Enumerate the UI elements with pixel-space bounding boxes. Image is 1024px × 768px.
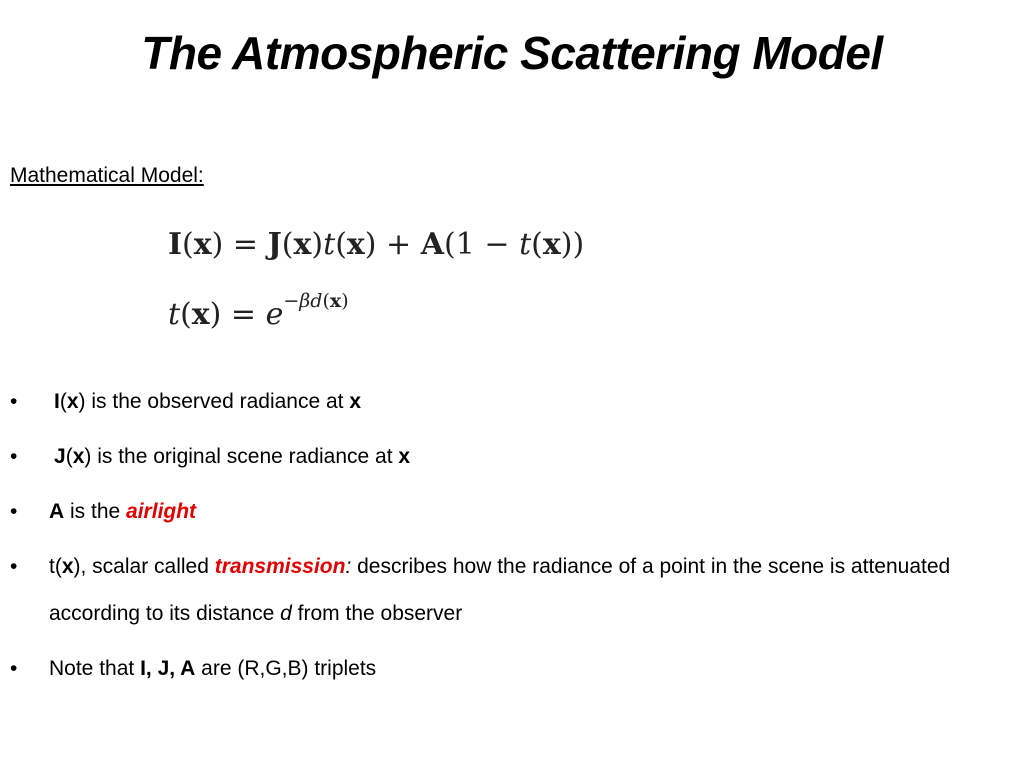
transmission-equation: $t(x) = e^{-\beta d(x)}$ bbox=[168, 290, 349, 332]
scattering-equation: I(x) = J(x)t(x) + A(1 − t(x)) bbox=[168, 227, 585, 262]
eq-minus: − bbox=[484, 227, 510, 262]
eq-symbol-x: x bbox=[193, 227, 212, 262]
eq-symbol-I: I bbox=[168, 227, 183, 262]
term-x: x bbox=[398, 445, 411, 468]
eq-symbol-t: t bbox=[519, 227, 532, 262]
eq-symbol-x: x bbox=[191, 297, 210, 332]
list-item bbox=[10, 645, 1010, 692]
list-item-text bbox=[49, 390, 361, 413]
description: describes how the radiance of a point in the scene is attenuated according to its distance bbox=[49, 555, 951, 625]
term-J: J bbox=[54, 445, 66, 468]
eq-symbol-J: J bbox=[267, 227, 282, 262]
section-heading: Mathematical Model: bbox=[10, 164, 204, 187]
description: are (R,G,B) triplets bbox=[195, 657, 377, 680]
list-item-text bbox=[49, 445, 410, 468]
eq-symbol-x: x bbox=[346, 227, 365, 262]
description: ) is the observed radiance at bbox=[78, 390, 350, 413]
list-item-text bbox=[49, 500, 196, 523]
description: ), scalar called bbox=[73, 555, 215, 578]
highlight-term-airlight: airlight bbox=[126, 500, 197, 523]
term-x: x bbox=[61, 555, 74, 578]
term-x: x bbox=[349, 390, 362, 413]
slide-title: The Atmospheric Scattering Model bbox=[141, 27, 883, 79]
highlight-term-transmission: transmission bbox=[214, 555, 346, 578]
list-item bbox=[10, 543, 1010, 637]
eq-plus: + bbox=[386, 227, 412, 262]
eq-one: 1 bbox=[455, 227, 475, 262]
term-A: A bbox=[49, 500, 65, 523]
list-item bbox=[10, 433, 1010, 480]
prefix: t( bbox=[49, 555, 62, 578]
eq-symbol-d: d bbox=[310, 290, 323, 312]
eq-equals: = bbox=[232, 227, 259, 262]
eq-symbol-A: A bbox=[420, 227, 445, 262]
term-x: x bbox=[66, 390, 79, 413]
term-I: I bbox=[54, 390, 60, 413]
eq-symbol-beta: β bbox=[299, 290, 311, 312]
list-item-text bbox=[49, 555, 950, 625]
description: is the bbox=[64, 500, 127, 523]
eq-symbol-t: t bbox=[323, 227, 336, 262]
list-item-text bbox=[49, 657, 376, 680]
prefix: Note that bbox=[49, 657, 141, 680]
bullet-icon: • bbox=[10, 555, 18, 578]
eq-symbol-e: e bbox=[265, 297, 284, 332]
eq-equals: = bbox=[230, 297, 257, 332]
bullet-list bbox=[10, 378, 1010, 700]
term-IJA: I, J, A bbox=[140, 657, 196, 680]
eq-symbol-x: x bbox=[293, 227, 312, 262]
list-item bbox=[10, 378, 1010, 425]
eq-symbol-x: x bbox=[542, 227, 561, 262]
eq-exponent: −βd(x) bbox=[283, 290, 349, 312]
term-d: d bbox=[280, 602, 292, 625]
bullet-icon: • bbox=[10, 657, 18, 680]
bullet-icon: • bbox=[10, 390, 18, 413]
paren: ( bbox=[59, 390, 67, 413]
bullet-icon: • bbox=[10, 500, 18, 523]
eq-symbol-x: x bbox=[329, 290, 342, 312]
description: from the observer bbox=[291, 602, 463, 625]
list-item bbox=[10, 488, 1010, 535]
term-x: x bbox=[72, 445, 85, 468]
colon: : bbox=[345, 555, 352, 578]
bullet-icon: • bbox=[10, 445, 18, 468]
paren: ( bbox=[65, 445, 73, 468]
description: ) is the original scene radiance at bbox=[84, 445, 399, 468]
eq-symbol-t: t bbox=[168, 297, 181, 332]
eq-exp-minus: − bbox=[283, 290, 300, 312]
